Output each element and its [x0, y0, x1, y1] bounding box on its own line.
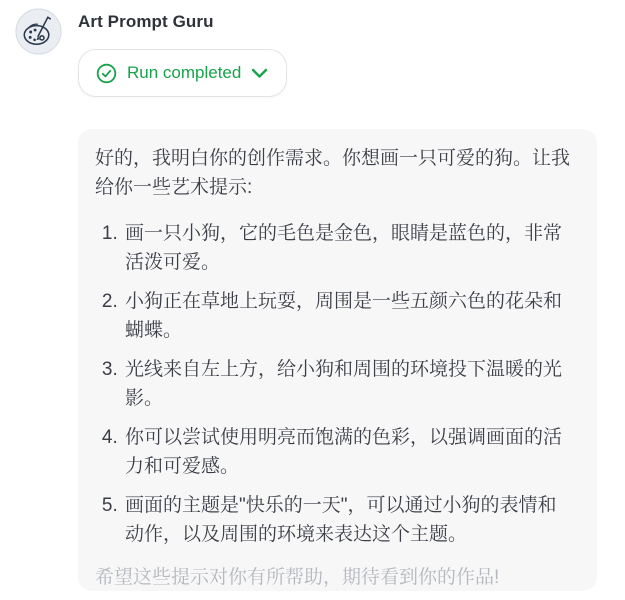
tip-item-3: 3. 光线来自左上方，给小狗和周围的环境投下温暖的光影。 [123, 355, 573, 413]
message-outro: 希望这些提示对你有所帮助，期待看到你的作品! [95, 567, 500, 588]
tips-list [95, 219, 573, 549]
app-avatar [15, 8, 62, 55]
check-circle-icon [96, 63, 117, 84]
assistant-message-bubble [78, 129, 597, 591]
message-intro: 好的，我明白你的创作需求。你想画一只可爱的狗。让我给你一些艺术提示: [95, 148, 571, 198]
run-status-label: Run completed [127, 63, 242, 82]
run-status-button[interactable] [78, 49, 287, 97]
tip-item-5: 5. 画面的主题是"快乐的一天"，可以通过小狗的表情和动作，以及周围的环境来表达这个主题。 [123, 491, 573, 549]
tip-item-4: 4. 你可以尝试使用明亮而饱满的色彩，以强调画面的活力和可爱感。 [123, 423, 573, 481]
chevron-down-icon [251, 68, 268, 79]
app-title: Art Prompt Guru [78, 12, 214, 31]
tip-item-2: 2. 小狗正在草地上玩耍，周围是一些五颜六色的花朵和蝴蝶。 [123, 287, 573, 345]
art-palette-logo-icon [15, 8, 62, 55]
tip-item-1: 1. 画一只小狗，它的毛色是金色，眼睛是蓝色的，非常活泼可爱。 [123, 219, 573, 277]
